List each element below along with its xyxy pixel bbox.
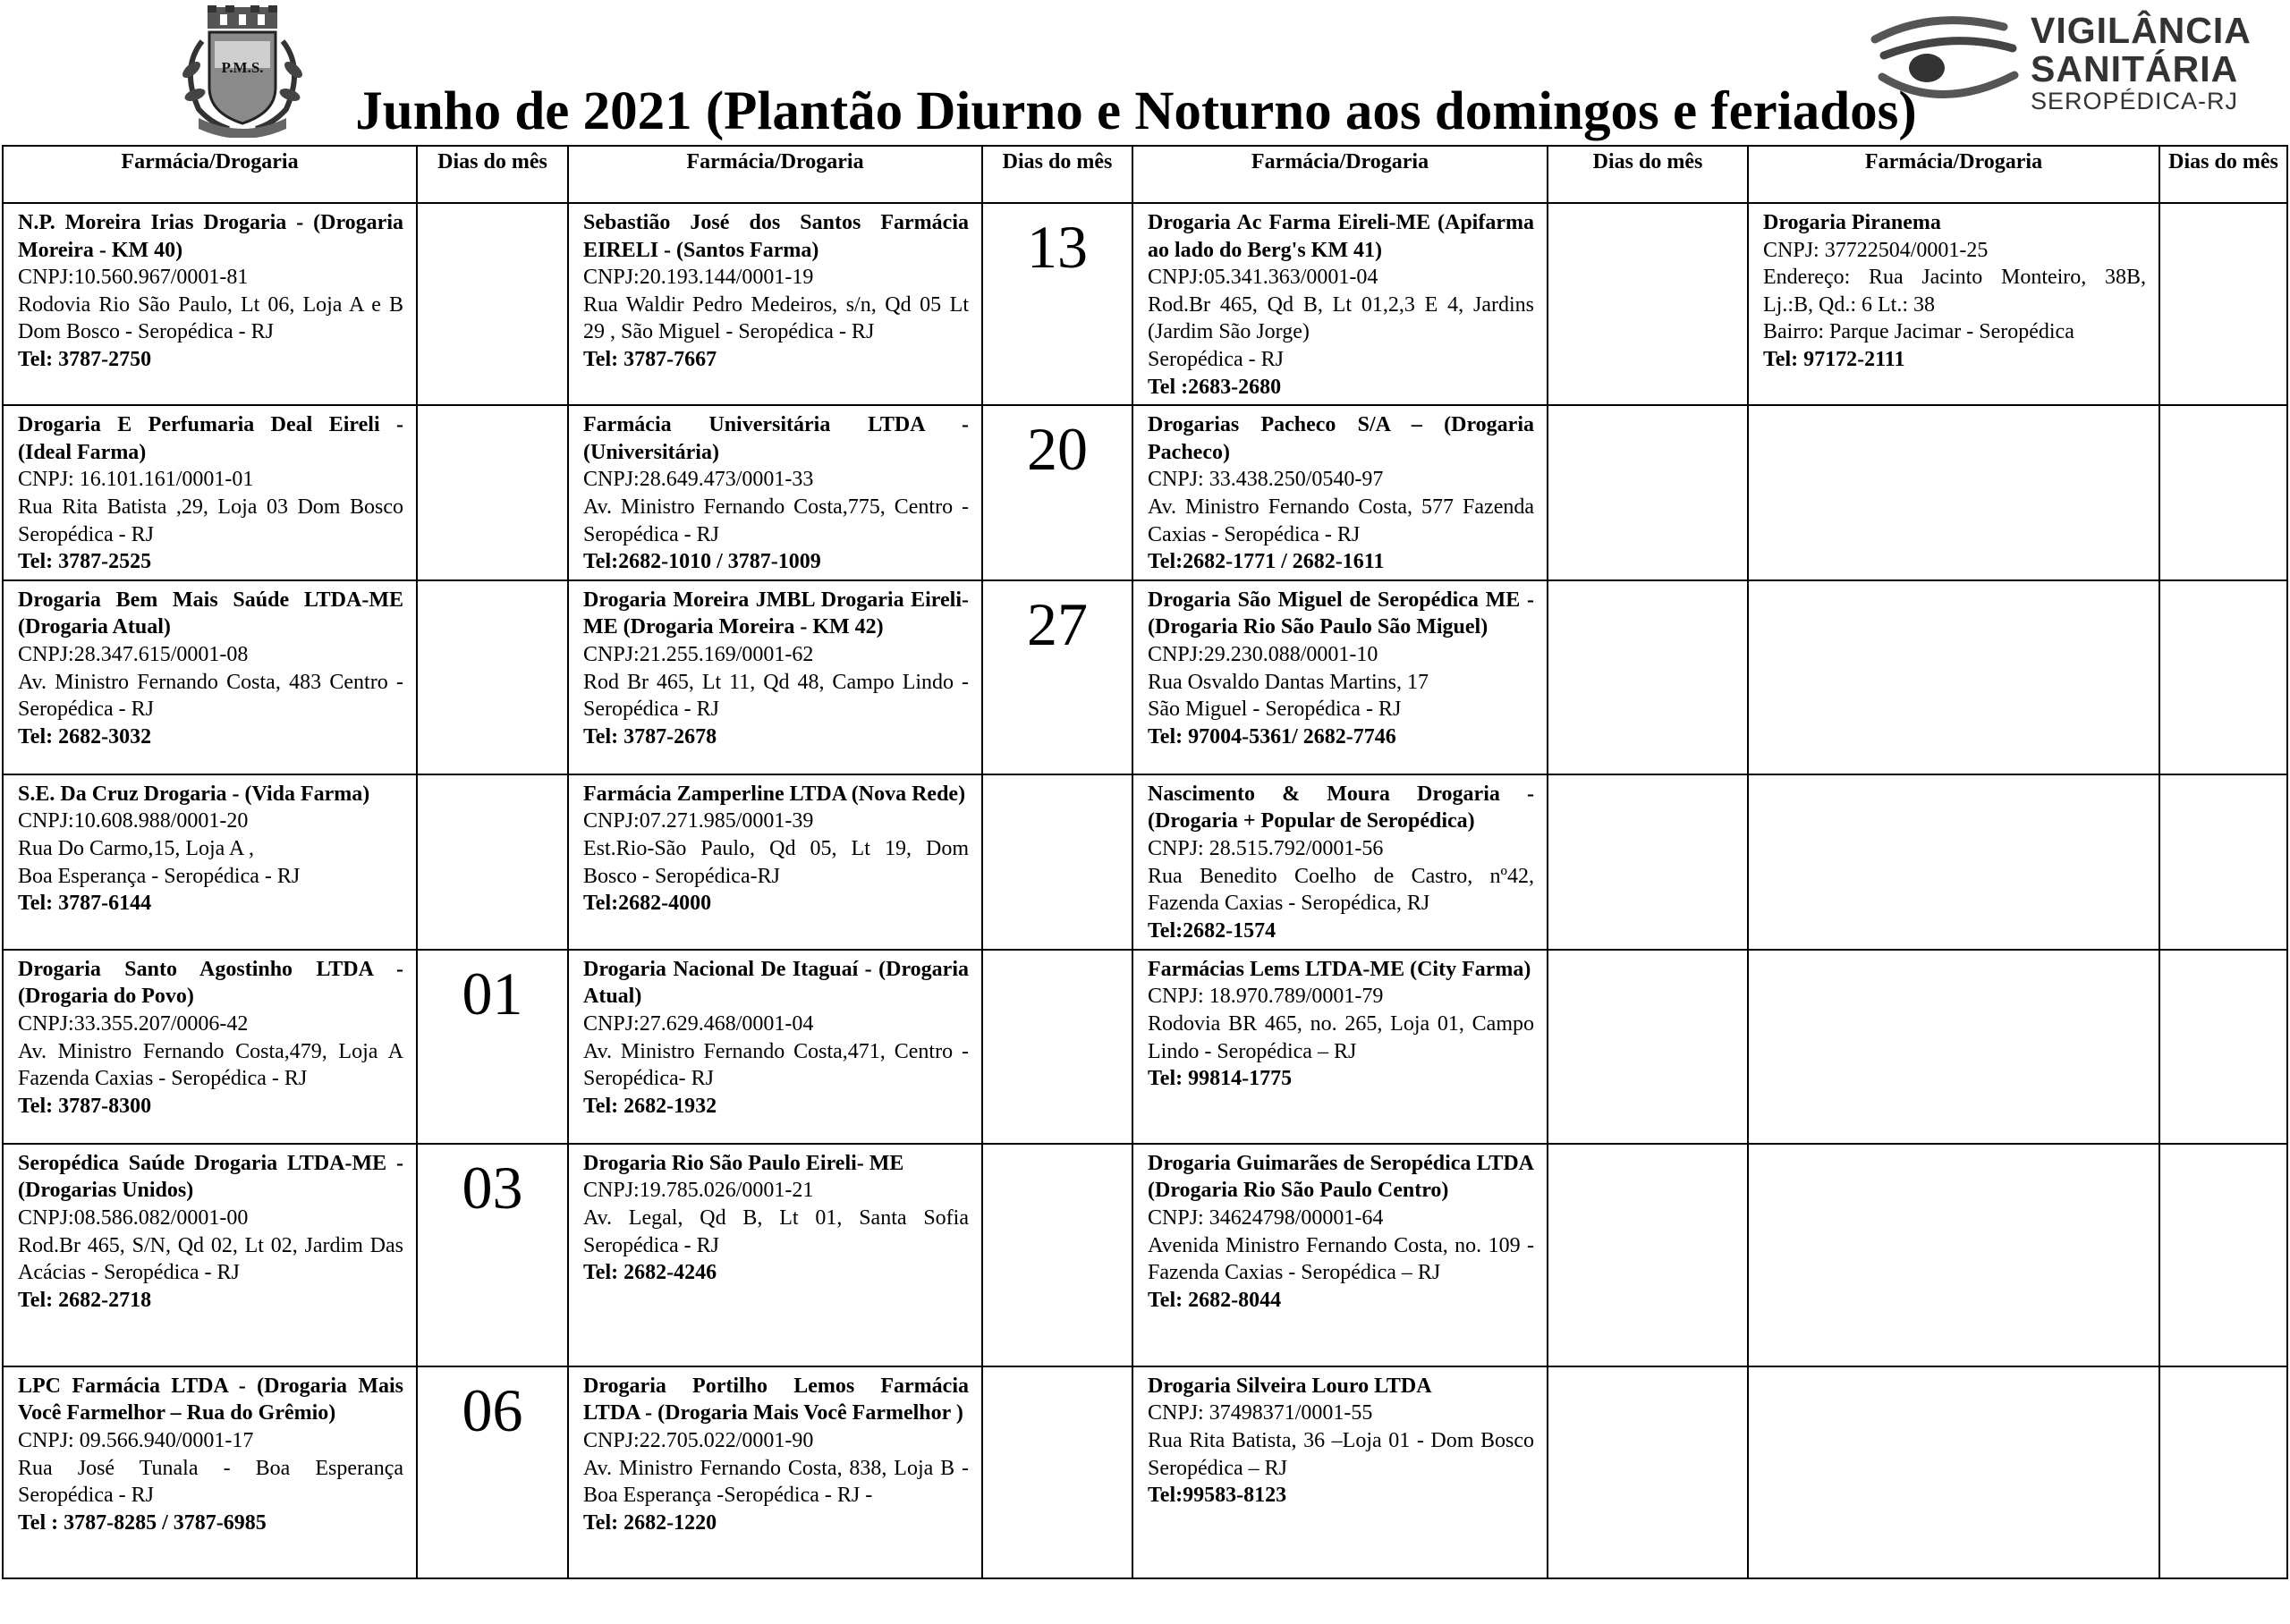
pharmacy-name: Drogaria Nacional De Itaguaí - (Drogaria Atual) bbox=[583, 957, 969, 1009]
schedule-table bbox=[2, 145, 2288, 1579]
col-header-pharmacy-3: Farmácia/Drogaria bbox=[1132, 146, 1548, 203]
pharmacy-detail: Rodovia Rio São Paulo, Lt 06, Loja A e B Dom Bosco - Seropédica - RJ bbox=[18, 292, 403, 344]
duty-day-cell: 06 bbox=[417, 1366, 568, 1578]
pharmacy-detail: Rodovia BR 465, no. 265, Loja 01, Campo Lindo - Seropédica – RJ bbox=[1148, 1011, 1534, 1063]
pharmacy-phone: Tel:2682-1771 / 2682-1611 bbox=[1148, 550, 1385, 574]
pharmacy-detail: Rod.Br 465, Qd B, Lt 01,2,3 E 4, Jardins (Jardim São Jorge) bbox=[1148, 292, 1534, 344]
pharmacy-detail: CNPJ: 37498371/0001-55 bbox=[1148, 1401, 1373, 1425]
pharmacy-cell bbox=[1748, 203, 2159, 405]
duty-day-cell bbox=[1548, 950, 1748, 1144]
pharmacy-detail: CNPJ:22.705.022/0001-90 bbox=[583, 1428, 814, 1452]
table-row bbox=[3, 203, 2287, 405]
pharmacy-cell bbox=[3, 774, 417, 950]
duty-day-cell bbox=[1548, 405, 1748, 580]
pharmacy-detail: Boa Esperança - Seropédica - RJ bbox=[18, 864, 301, 888]
pharmacy-name: Drogaria Piranema bbox=[1763, 211, 1941, 234]
pharmacy-cell bbox=[1748, 580, 2159, 774]
swoosh-eye-icon bbox=[1870, 13, 2022, 106]
duty-day-cell bbox=[2159, 203, 2287, 405]
duty-day-cell bbox=[982, 1144, 1132, 1366]
pharmacy-detail: Av. Ministro Fernando Costa,775, Centro - Seropédica - RJ bbox=[583, 495, 969, 546]
duty-day-cell bbox=[1548, 580, 1748, 774]
pharmacy-phone: Tel:2682-1010 / 3787-1009 bbox=[583, 550, 821, 574]
pharmacy-phone: Tel: 3787-6144 bbox=[18, 892, 152, 916]
pharmacy-detail: Est.Rio-São Paulo, Qd 05, Lt 19, Dom Bosco - Seropédica-RJ bbox=[583, 836, 969, 888]
pharmacy-detail: Rod.Br 465, S/N, Qd 02, Lt 02, Jardim Das Acácias - Seropédica - RJ bbox=[18, 1233, 403, 1285]
pharmacy-name: Drogaria Silveira Louro LTDA bbox=[1148, 1374, 1432, 1398]
logo-line-2: SANITÁRIA bbox=[2031, 48, 2239, 89]
table-row bbox=[3, 1366, 2287, 1578]
pharmacy-detail: CNPJ:10.560.967/0001-81 bbox=[18, 266, 249, 290]
pharmacy-cell bbox=[1132, 774, 1548, 950]
pharmacy-detail: CNPJ:27.629.468/0001-04 bbox=[583, 1011, 814, 1036]
pharmacy-cell bbox=[3, 580, 417, 774]
pharmacy-name: N.P. Moreira Irias Drogaria - (Drogaria Moreira - KM 40) bbox=[18, 211, 403, 262]
pharmacy-phone: Tel : 3787-8285 / 3787-6985 bbox=[18, 1510, 267, 1535]
pharmacy-detail: Rod Br 465, Lt 11, Qd 48, Campo Lindo - Seropédica - RJ bbox=[583, 670, 969, 722]
pharmacy-cell bbox=[3, 950, 417, 1144]
duty-day-cell: 27 bbox=[982, 580, 1132, 774]
duty-day-cell: 03 bbox=[417, 1144, 568, 1366]
duty-day-cell bbox=[417, 580, 568, 774]
col-header-pharmacy-2: Farmácia/Drogaria bbox=[568, 146, 982, 203]
pharmacy-detail: CNPJ: 33.438.250/0540-97 bbox=[1148, 468, 1384, 492]
pharmacy-name: Sebastião José dos Santos Farmácia EIRELI - (Santos Farma) bbox=[583, 211, 969, 262]
table-header-row bbox=[3, 146, 2287, 203]
table-row bbox=[3, 950, 2287, 1144]
duty-day-cell bbox=[2159, 1144, 2287, 1366]
pharmacy-detail: CNPJ:33.355.207/0006-42 bbox=[18, 1011, 249, 1036]
pharmacy-name: Farmácia Universitária LTDA - (Universitária) bbox=[583, 413, 969, 464]
pharmacy-name: Farmácias Lems LTDA-ME (City Farma) bbox=[1148, 957, 1531, 981]
duty-day-cell bbox=[1548, 1366, 1748, 1578]
pharmacy-cell bbox=[3, 203, 417, 405]
duty-day-cell bbox=[2159, 950, 2287, 1144]
pharmacy-detail: CNPJ:28.649.473/0001-33 bbox=[583, 468, 814, 492]
col-header-days-2: Dias do mês bbox=[982, 146, 1132, 203]
pharmacy-cell bbox=[1132, 203, 1548, 405]
pharmacy-phone: Tel:2682-4000 bbox=[583, 892, 712, 916]
pharmacy-detail: CNPJ: 18.970.789/0001-79 bbox=[1148, 985, 1384, 1009]
pharmacy-cell bbox=[568, 774, 982, 950]
pharmacy-detail: CNPJ: 28.515.792/0001-56 bbox=[1148, 836, 1384, 860]
pharmacy-cell bbox=[568, 1366, 982, 1578]
duty-day-cell: 13 bbox=[982, 203, 1132, 405]
pharmacy-detail: CNPJ:05.341.363/0001-04 bbox=[1148, 266, 1378, 290]
pharmacy-phone: Tel: 2682-4246 bbox=[583, 1261, 717, 1285]
duty-day-cell bbox=[1548, 1144, 1748, 1366]
duty-day-cell: 20 bbox=[982, 405, 1132, 580]
pharmacy-cell bbox=[1748, 1366, 2159, 1578]
pharmacy-name: Nascimento & Moura Drogaria - (Drogaria + Popular de Seropédica) bbox=[1148, 782, 1534, 833]
pharmacy-detail: Av. Ministro Fernando Costa,471, Centro - Seropédica- RJ bbox=[583, 1039, 969, 1091]
col-header-pharmacy-4: Farmácia/Drogaria bbox=[1748, 146, 2159, 203]
logo-line-3: SEROPÉDICA-RJ bbox=[2031, 88, 2239, 114]
pharmacy-name: Drogarias Pacheco S/A – (Drogaria Pacheco) bbox=[1148, 413, 1534, 464]
pharmacy-detail: CNPJ:29.230.088/0001-10 bbox=[1148, 642, 1378, 666]
pharmacy-phone: Tel: 97004-5361/ 2682-7746 bbox=[1148, 724, 1396, 749]
pharmacy-cell bbox=[1132, 405, 1548, 580]
duty-day-cell bbox=[2159, 1366, 2287, 1578]
pharmacy-phone: Tel: 3787-2750 bbox=[18, 347, 152, 371]
duty-day-cell bbox=[1548, 203, 1748, 405]
pharmacy-name: Seropédica Saúde Drogaria LTDA-ME - (Drogarias Unidos) bbox=[18, 1151, 403, 1203]
pharmacy-detail: Av. Ministro Fernando Costa,479, Loja A Fazenda Caxias - Seropédica - RJ bbox=[18, 1039, 403, 1091]
pharmacy-cell bbox=[3, 1366, 417, 1578]
pharmacy-name: S.E. Da Cruz Drogaria - (Vida Farma) bbox=[18, 782, 370, 806]
table-row bbox=[3, 1144, 2287, 1366]
pharmacy-detail: CNPJ:08.586.082/0001-00 bbox=[18, 1205, 249, 1230]
pharmacy-name: Drogaria Bem Mais Saúde LTDA-ME (Drogaria Atual) bbox=[18, 588, 403, 639]
pharmacy-cell bbox=[568, 1144, 982, 1366]
pharmacy-name: Farmácia Zamperline LTDA (Nova Rede) bbox=[583, 782, 966, 806]
pharmacy-cell bbox=[568, 950, 982, 1144]
pharmacy-cell bbox=[1748, 405, 2159, 580]
pharmacy-phone: Tel: 97172-2111 bbox=[1763, 347, 1905, 371]
duty-day-cell bbox=[982, 950, 1132, 1144]
pharmacy-detail: CNPJ: 34624798/00001-64 bbox=[1148, 1205, 1384, 1230]
page-title: Junho de 2021 (Plantão Diurno e Noturno aos domingos e feriados) bbox=[355, 81, 1917, 141]
duty-day-cell bbox=[982, 774, 1132, 950]
pharmacy-cell bbox=[3, 405, 417, 580]
pharmacy-cell bbox=[568, 405, 982, 580]
pharmacy-detail: Rua Do Carmo,15, Loja A , bbox=[18, 836, 254, 860]
pharmacy-detail: Bairro: Parque Jacimar - Seropédica bbox=[1763, 320, 2074, 344]
pharmacy-name: Drogaria Portilho Lemos Farmácia LTDA - (Drogaria Mais Você Farmelhor ) bbox=[583, 1374, 969, 1425]
vigilancia-sanitaria-logo bbox=[1870, 10, 2263, 114]
pharmacy-detail: Rua Osvaldo Dantas Martins, 17 bbox=[1148, 670, 1429, 694]
pharmacy-detail: Endereço: Rua Jacinto Monteiro, 38B, Lj.:B, Qd.: 6 Lt.: 38 bbox=[1763, 266, 2146, 317]
table-row bbox=[3, 774, 2287, 950]
pharmacy-cell bbox=[1132, 580, 1548, 774]
col-header-pharmacy-1: Farmácia/Drogaria bbox=[3, 146, 417, 203]
pharmacy-cell bbox=[3, 1144, 417, 1366]
pharmacy-detail: Rua Rita Batista, 36 –Loja 01 - Dom Bosco Seropédica – RJ bbox=[1148, 1428, 1534, 1480]
pharmacy-name: Drogaria São Miguel de Seropédica ME - (Drogaria Rio São Paulo São Miguel) bbox=[1148, 588, 1534, 639]
pharmacy-detail: Av. Ministro Fernando Costa, 483 Centro - Seropédica - RJ bbox=[18, 670, 403, 722]
pharmacy-detail: CNPJ:07.271.985/0001-39 bbox=[583, 809, 814, 833]
pharmacy-phone: Tel: 3787-2678 bbox=[583, 724, 717, 749]
duty-day-cell bbox=[417, 405, 568, 580]
pharmacy-phone: Tel: 2682-1220 bbox=[583, 1510, 717, 1535]
pharmacy-phone: Tel: 2682-2718 bbox=[18, 1288, 152, 1312]
pharmacy-name: Drogaria Moreira JMBL Drogaria Eireli-ME (Drogaria Moreira - KM 42) bbox=[583, 588, 969, 639]
pharmacy-cell bbox=[1132, 950, 1548, 1144]
duty-day-cell bbox=[2159, 405, 2287, 580]
pharmacy-detail: Av. Ministro Fernando Costa, 838, Loja B - Boa Esperança -Seropédica - RJ - bbox=[583, 1456, 969, 1508]
pharmacy-phone: Tel: 2682-1932 bbox=[583, 1094, 717, 1118]
pharmacy-cell bbox=[1132, 1144, 1548, 1366]
duty-day-cell bbox=[982, 1366, 1132, 1578]
table-row bbox=[3, 405, 2287, 580]
pharmacy-detail: Rua Waldir Pedro Medeiros, s/n, Qd 05 Lt 29 , São Miguel - Seropédica - RJ bbox=[583, 292, 969, 344]
pharmacy-cell bbox=[1748, 774, 2159, 950]
duty-day-cell bbox=[417, 774, 568, 950]
pharmacy-detail: Seropédica - RJ bbox=[1148, 347, 1284, 371]
pharmacy-detail: CNPJ: 16.101.161/0001-01 bbox=[18, 468, 254, 492]
pharmacy-detail: CNPJ: 37722504/0001-25 bbox=[1763, 238, 1989, 262]
pharmacy-detail: CNPJ:21.255.169/0001-62 bbox=[583, 642, 814, 666]
pharmacy-detail: CNPJ:28.347.615/0001-08 bbox=[18, 642, 249, 666]
pharmacy-cell bbox=[1748, 950, 2159, 1144]
duty-day-cell: 01 bbox=[417, 950, 568, 1144]
col-header-days-3: Dias do mês bbox=[1548, 146, 1748, 203]
pharmacy-name: Drogaria E Perfumaria Deal Eireli - (Ideal Farma) bbox=[18, 413, 403, 464]
col-header-days-1: Dias do mês bbox=[417, 146, 568, 203]
pharmacy-phone: Tel: 99814-1775 bbox=[1148, 1067, 1293, 1091]
pharmacy-detail: Rua José Tunala - Boa Esperança Seropédica - RJ bbox=[18, 1456, 403, 1508]
pharmacy-detail: Rua Rita Batista ,29, Loja 03 Dom Bosco Seropédica - RJ bbox=[18, 495, 403, 546]
pharmacy-name: Drogaria Rio São Paulo Eireli- ME bbox=[583, 1151, 904, 1175]
pharmacy-detail: Rua Benedito Coelho de Castro, nº42, Fazenda Caxias - Seropédica, RJ bbox=[1148, 864, 1534, 916]
pharmacy-phone: Tel: 3787-2525 bbox=[18, 550, 152, 574]
pharmacy-cell bbox=[1748, 1144, 2159, 1366]
duty-day-cell bbox=[1548, 774, 1748, 950]
pharmacy-detail: Av. Legal, Qd B, Lt 01, Santa Sofia Seropédica - RJ bbox=[583, 1205, 969, 1257]
logo-line-1: VIGILÂNCIA bbox=[2031, 10, 2252, 51]
pharmacy-phone: Tel:2682-1574 bbox=[1148, 918, 1276, 943]
duty-day-cell bbox=[2159, 580, 2287, 774]
pharmacy-detail: São Miguel - Seropédica - RJ bbox=[1148, 698, 1402, 722]
pharmacy-detail: Av. Ministro Fernando Costa, 577 Fazenda Caxias - Seropédica - RJ bbox=[1148, 495, 1534, 546]
duty-day-cell bbox=[2159, 774, 2287, 950]
table-row bbox=[3, 580, 2287, 774]
pharmacy-phone: Tel :2683-2680 bbox=[1148, 375, 1282, 399]
pharmacy-detail: CNPJ:19.785.026/0001-21 bbox=[583, 1179, 814, 1203]
col-header-days-4: Dias do mês bbox=[2159, 146, 2287, 203]
pharmacy-detail: Avenida Ministro Fernando Costa, no. 109 - Fazenda Caxias - Seropédica – RJ bbox=[1148, 1233, 1534, 1285]
pharmacy-name: LPC Farmácia LTDA - (Drogaria Mais Você Farmelhor – Rua do Grêmio) bbox=[18, 1374, 403, 1425]
pharmacy-phone: Tel: 2682-8044 bbox=[1148, 1288, 1282, 1312]
pharmacy-detail: CNPJ:10.608.988/0001-20 bbox=[18, 809, 249, 833]
pharmacy-cell bbox=[1132, 1366, 1548, 1578]
pharmacy-name: Drogaria Santo Agostinho LTDA - (Drogaria do Povo) bbox=[18, 957, 403, 1009]
pharmacy-detail: CNPJ:20.193.144/0001-19 bbox=[583, 266, 814, 290]
pharmacy-phone: Tel: 2682-3032 bbox=[18, 724, 152, 749]
pharmacy-phone: Tel:99583-8123 bbox=[1148, 1484, 1287, 1508]
duty-day-cell bbox=[417, 203, 568, 405]
pharmacy-detail: CNPJ: 09.566.940/0001-17 bbox=[18, 1428, 254, 1452]
pharmacy-name: Drogaria Guimarães de Seropédica LTDA (Drogaria Rio São Paulo Centro) bbox=[1148, 1151, 1534, 1203]
pharmacy-name: Drogaria Ac Farma Eireli-ME (Apifarma ao lado do Berg's KM 41) bbox=[1148, 211, 1534, 262]
pharmacy-cell bbox=[568, 580, 982, 774]
crest-text: P.M.S. bbox=[221, 59, 264, 76]
pharmacy-phone: Tel: 3787-7667 bbox=[583, 347, 717, 371]
pharmacy-phone: Tel: 3787-8300 bbox=[18, 1094, 152, 1118]
pharmacy-cell bbox=[568, 203, 982, 405]
